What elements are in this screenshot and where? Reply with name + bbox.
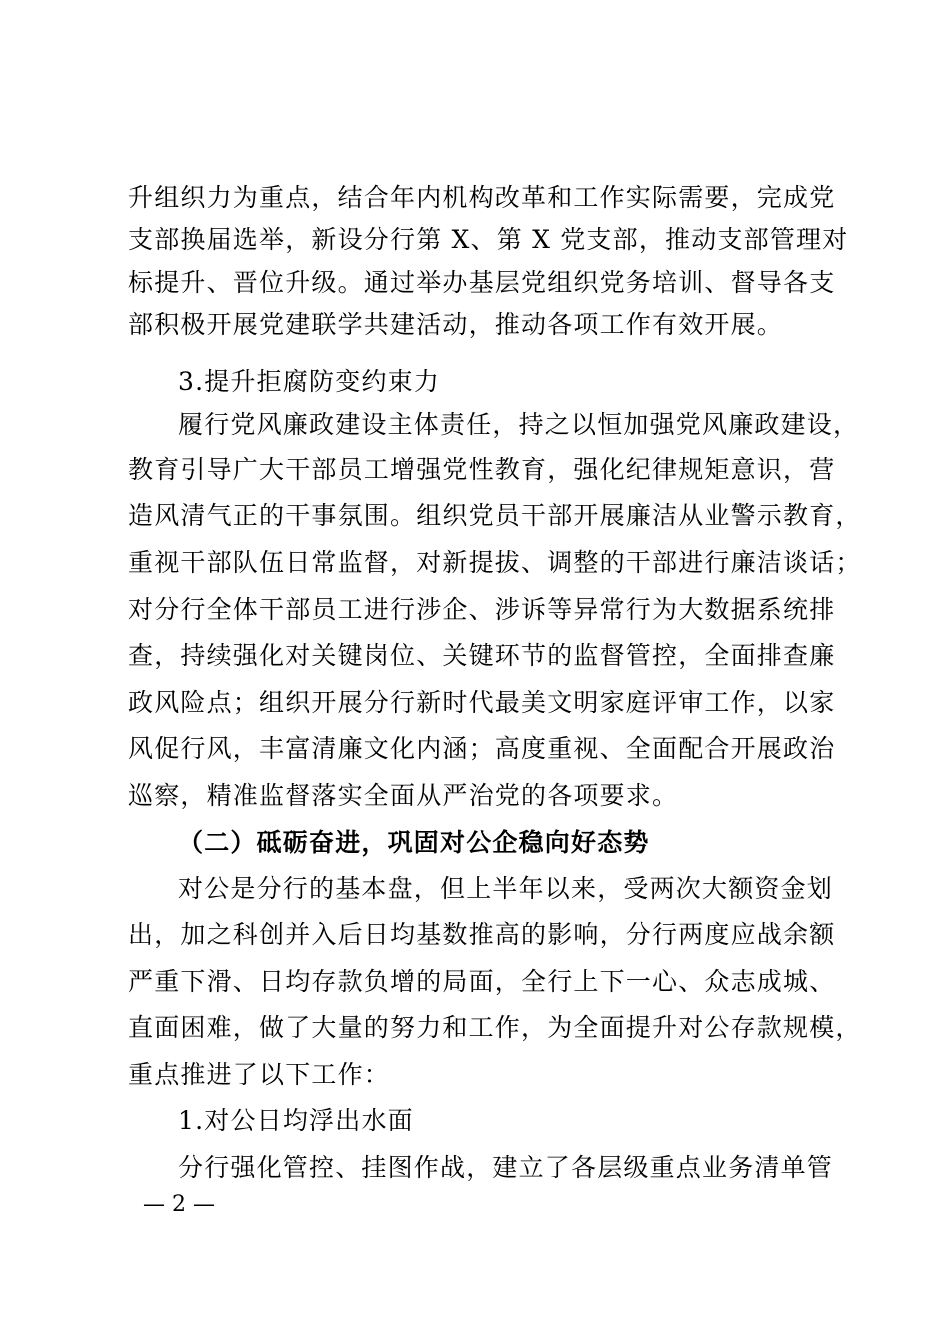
paragraph-line: 分行强化管控、挂图作战，建立了各层级重点业务清单管	[178, 1153, 834, 1182]
paragraph-line: 严重下滑、日均存款负增的局面，全行上下一心、众志成城、	[128, 967, 836, 996]
subsection-heading: 3.提升拒腐防变约束力	[178, 367, 441, 396]
paragraph-line: 教育引导广大干部员工增强党性教育，强化纪律规矩意识，营	[128, 455, 836, 484]
paragraph-line: 政风险点；组织开展分行新时代最美文明家庭评审工作，以家	[128, 688, 836, 717]
paragraph-line: 巡察，精准监督落实全面从严治党的各项要求。	[128, 781, 679, 810]
paragraph-line: 履行党风廉政建设主体责任，持之以恒加强党风廉政建设，	[178, 410, 860, 439]
paragraph-line: 造风清气正的干事氛围。组织党员干部开展廉洁从业警示教育，	[128, 501, 862, 530]
paragraph-line: 升组织力为重点，结合年内机构改革和工作实际需要，完成党	[128, 183, 836, 212]
paragraph-line: 查，持续强化对关键岗位、关键环节的监督管控，全面排查廉	[128, 641, 836, 670]
paragraph-line: 风促行风，丰富清廉文化内涵；高度重视、全面配合开展政治	[128, 734, 836, 763]
paragraph-line: 出，加之科创并入后日均基数推高的影响，分行两度应战余额	[128, 920, 836, 949]
paragraph-line: 标提升、晋位升级。通过举办基层党组织党务培训、督导各支	[128, 268, 836, 297]
paragraph-line: 支部换届选举，新设分行第 X、第 X 党支部，推动支部管理对	[128, 225, 849, 254]
paragraph-line: 直面困难，做了大量的努力和工作，为全面提升对公存款规模，	[128, 1013, 862, 1042]
paragraph-line: 对公是分行的基本盘，但上半年以来，受两次大额资金划	[178, 874, 834, 903]
paragraph-line: 部积极开展党建联学共建活动，推动各项工作有效开展。	[128, 310, 784, 339]
paragraph-line: 重视干部队伍日常监督，对新提拔、调整的干部进行廉洁谈话；	[128, 548, 862, 577]
paragraph-line: 重点推进了以下工作：	[128, 1060, 391, 1089]
page-number: — 2 —	[143, 1192, 215, 1217]
paragraph-line: 对分行全体干部员工进行涉企、涉诉等异常行为大数据系统排	[128, 595, 836, 624]
subsection-heading: 1.对公日均浮出水面	[178, 1106, 414, 1135]
section-heading: （二）砥砺奋进，巩固对公企稳向好态势	[178, 828, 650, 857]
